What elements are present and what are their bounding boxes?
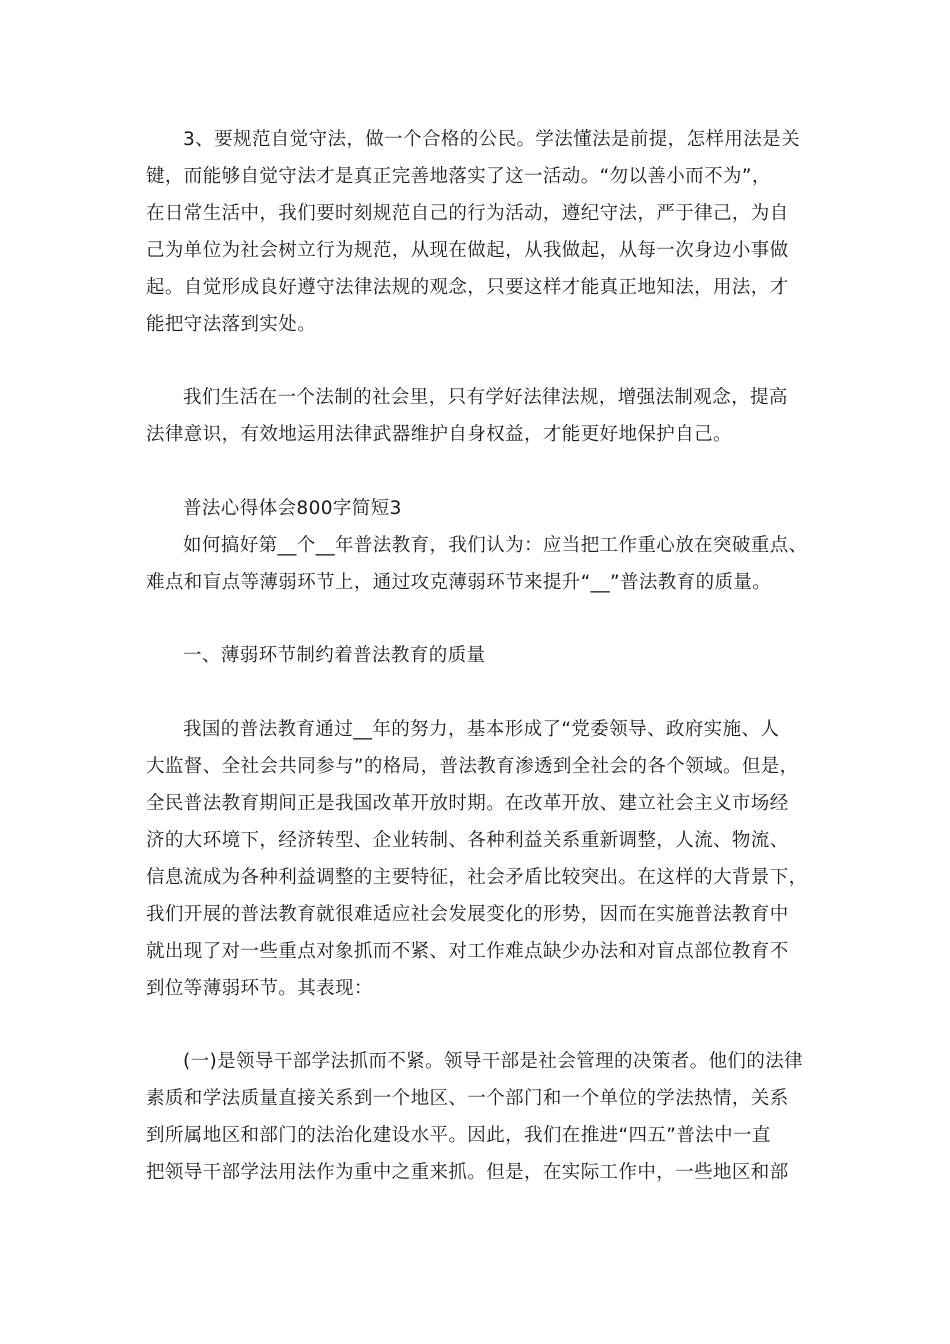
paragraph-line: 全民普法教育期间正是我国改革开放时期。在改革开放、建立社会主义市场经 xyxy=(146,793,789,814)
subheading-text: 一、薄弱环节制约着普法教育的质量 xyxy=(183,645,486,666)
paragraph-line: 素质和学法质量直接关系到一个地区、一个部门和一个单位的学法热情，关系 xyxy=(146,1088,789,1109)
section-title-text: 普法心得体会800字简短3 xyxy=(183,498,402,519)
paragraph-line: 己为单位为社会树立行为规范，从现在做起，从我做起，从每一次身边小事做 xyxy=(146,240,789,261)
paragraph-line: 起。自觉形成良好遵守法律法规的观念，只要这样才能真正地知法，用法，才 xyxy=(146,277,789,298)
paragraph-line: 就出现了对一些重点对象抓而不紧、对工作难点缺少办法和对盲点部位教育不 xyxy=(146,941,789,962)
paragraph-2 xyxy=(146,379,806,453)
paragraph-line: 如何搞好第__个__年普法教育，我们认为：应当把工作重心放在突破重点、 xyxy=(183,535,808,556)
paragraph-3 xyxy=(146,527,806,601)
subheading-1 xyxy=(146,637,806,674)
paragraph-line: 我国的普法教育通过__年的努力，基本形成了“党委领导、政府实施、人 xyxy=(183,719,780,740)
section-title xyxy=(146,490,806,527)
paragraph-1 xyxy=(146,121,806,343)
paragraph-line: 键，而能够自觉守法才是真正完善地落实了这一活动。“勿以善小而不为”， xyxy=(146,166,771,187)
paragraph-line: 大监督、全社会共同参与”的格局，普法教育渗透到全社会的各个领域。但是， xyxy=(146,756,799,777)
paragraph-line: 到所属地区和部门的法治化建设水平。因此，我们在推进“四五”普法中一直 xyxy=(146,1125,771,1146)
paragraph-line: 我们开展的普法教育就很难适应社会发展变化的形势，因而在实施普法教育中 xyxy=(146,904,789,925)
paragraph-line: 信息流成为各种利益调整的主要特征，社会矛盾比较突出。在这样的大背景下， xyxy=(146,867,808,888)
paragraph-line: 难点和盲点等薄弱环节上，通过攻克薄弱环节来提升“__”普法教育的质量。 xyxy=(146,572,772,593)
paragraph-line: 法律意识，有效地运用法律武器维护自身权益，才能更好地保护自己。 xyxy=(146,424,732,445)
paragraph-line: 把领导干部学法用法作为重中之重来抓。但是，在实际工作中，一些地区和部 xyxy=(146,1162,789,1183)
paragraph-line: 济的大环境下，经济转型、企业转制、各种利益关系重新调整，人流、物流、 xyxy=(146,830,789,851)
paragraph-line: 在日常生活中，我们要时刻规范自己的行为活动，遵纪守法，严于律己，为自 xyxy=(146,203,789,224)
paragraph-line: 3、要规范自觉守法，做一个合格的公民。学法懂法是前提，怎样用法是关 xyxy=(183,129,800,150)
paragraph-line: 能把守法落到实处。 xyxy=(146,314,317,335)
paragraph-line: 我们生活在一个法制的社会里，只有学好法律法规，增强法制观念，提高 xyxy=(183,387,788,408)
paragraph-4 xyxy=(146,711,806,1007)
paragraph-line: (一)是领导干部学法抓而不紧。领导干部是社会管理的决策者。他们的法律 xyxy=(183,1051,804,1072)
paragraph-line: 到位等薄弱环节。其表现： xyxy=(146,978,373,999)
paragraph-5 xyxy=(146,1043,806,1191)
